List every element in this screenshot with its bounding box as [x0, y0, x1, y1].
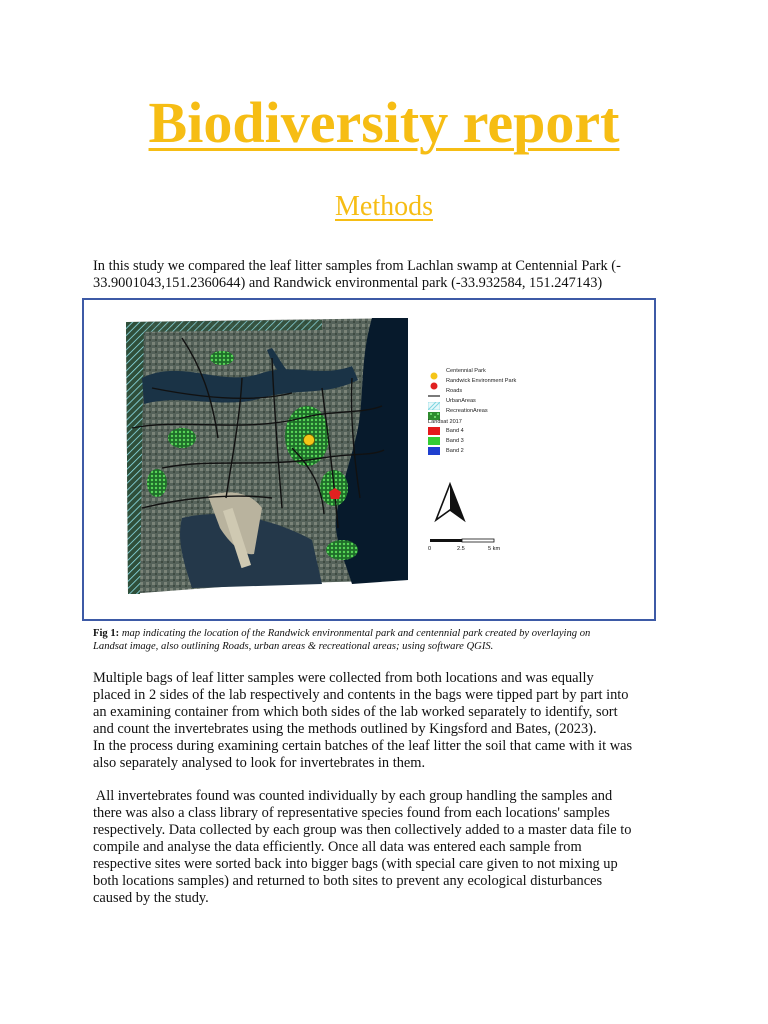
legend-item: Band 2 [428, 446, 464, 455]
scale-label: 5 km [488, 546, 501, 552]
scale-label: 0 [428, 546, 432, 552]
legend-group-heading: Landsat 2017 [428, 418, 462, 425]
paragraph-line: placed in 2 sides of the lab respectively and contents in the bags were tipped part by part into [93, 687, 629, 703]
road-line-icon [428, 387, 440, 395]
section-heading: Methods [335, 191, 433, 222]
red-band-swatch-icon [428, 427, 440, 435]
legend-item: Centennial Park [428, 366, 486, 375]
caption-label: Fig 1: [93, 628, 120, 639]
north-arrow-icon [430, 482, 470, 524]
intro-paragraph [93, 258, 693, 292]
caption-text: map indicating the location of the Randwick environmental park and centennial park created by overlaying on [119, 628, 591, 639]
scale-label: 2.5 [457, 546, 465, 552]
report-title: Biodiversity report [148, 90, 620, 155]
hatch-swatch-icon [428, 397, 440, 405]
legend-item: Band 3 [428, 436, 464, 445]
green-band-swatch-icon [428, 437, 440, 445]
scale-bar-graphic [428, 538, 508, 546]
legend-item: Band 4 [428, 426, 464, 435]
methods-paragraph-1 [93, 670, 693, 772]
paragraph-line: there was also a class library of representative species found from each locations' samples [93, 805, 610, 821]
caption-text: Landsat image, also outlining Roads, urban areas & recreational areas; using software QGIS. [93, 641, 494, 652]
paragraph-line: respective sites were sorted back into bigger bags (with special care given to not mixing up [93, 856, 618, 872]
intro-line: In this study we compared the leaf litter samples from Lachlan swamp at Centennial Park (- [93, 258, 621, 274]
methods-paragraph-2 [93, 788, 693, 907]
legend-item: UrbanAreas [428, 396, 476, 405]
paragraph-line: compile and analyse the data efficiently. Once all data was entered each sample from [93, 839, 582, 855]
centennial-park-marker [304, 435, 315, 446]
paragraph-line: All invertebrates found was counted individually by each group handling the samples and [93, 788, 613, 804]
paragraph-line: both locations samples) and returned to both sites to prevent any ecological disturbances [93, 873, 603, 889]
paragraph-line: an examining container from which both sides of the lab worked separately to identify, sort [93, 704, 618, 720]
paragraph-line: and count the invertebrates using the methods outlined by Kingsford and Bates, (2023). [93, 721, 597, 737]
paragraph-line: also separately analysed to look for invertebrates in them. [93, 755, 426, 771]
satellite-map-image [122, 318, 412, 598]
paragraph-line: In the process during examining certain batches of the leaf litter the soil that came with it was [93, 738, 633, 754]
paragraph-line: Multiple bags of leaf litter samples were collected from both locations and was equally [93, 670, 594, 686]
paragraph-line: respectively. Data collected by each group was then collectively added to a master data file to [93, 822, 632, 838]
yellow-circle-icon [428, 367, 440, 375]
blue-band-swatch-icon [428, 447, 440, 455]
red-circle-icon [428, 377, 440, 385]
map-svg [122, 318, 412, 598]
figure-frame [82, 298, 656, 621]
scale-bar [428, 538, 508, 556]
legend-item: Roads [428, 386, 462, 395]
paragraph-line: caused by the study. [93, 890, 209, 906]
intro-line: 33.9001043,151.2360644) and Randwick environmental park (-33.932584, 151.247143) [93, 275, 603, 291]
dots-swatch-icon [428, 407, 440, 415]
legend-item: RecreationAreas [428, 406, 488, 415]
figure-caption [93, 627, 673, 653]
legend-item: Randwick Environment Park [428, 376, 516, 385]
